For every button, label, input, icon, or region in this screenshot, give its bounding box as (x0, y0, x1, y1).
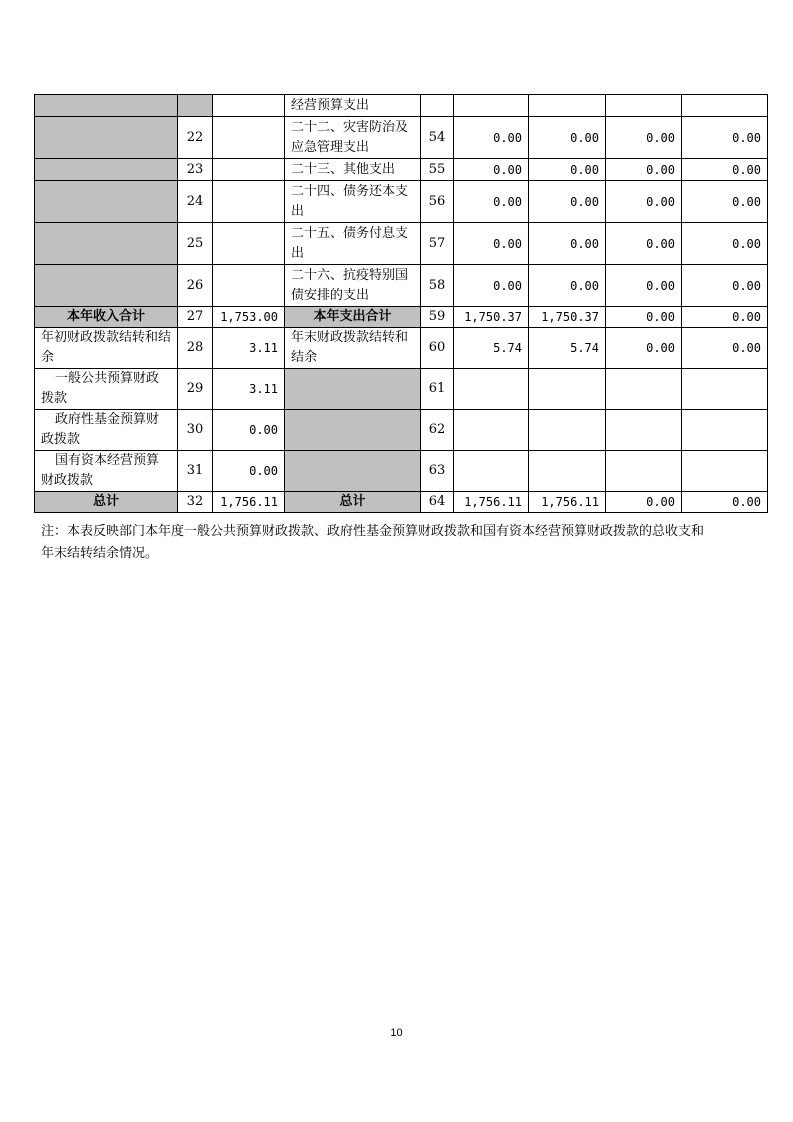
income-row-number: 31 (178, 451, 213, 492)
table-row (35, 159, 768, 181)
expense-amount-total: 1,750.37 (454, 307, 529, 328)
income-row-number: 23 (178, 159, 213, 181)
table-row (35, 410, 768, 451)
table-row (35, 492, 768, 513)
income-amount (213, 159, 285, 181)
income-label-cell: 本年收入合计 (35, 307, 178, 328)
income-amount: 1,753.00 (213, 307, 285, 328)
expense-amount-total (454, 410, 529, 451)
expense-amount-capital (682, 410, 768, 451)
expense-amount-capital: 0.00 (682, 265, 768, 307)
expense-row-number: 56 (421, 181, 454, 223)
income-amount: 3.11 (213, 328, 285, 369)
income-row-number: 28 (178, 328, 213, 369)
income-row-number: 32 (178, 492, 213, 513)
income-label-cell: 年初财政拨款结转和结余 (35, 328, 178, 369)
expense-amount-fund: 0.00 (606, 265, 682, 307)
expense-amount-total (454, 95, 529, 117)
expense-amount-general: 0.00 (529, 181, 606, 223)
expense-label-cell: 总计 (285, 492, 421, 513)
expense-amount-fund: 0.00 (606, 307, 682, 328)
income-amount (213, 265, 285, 307)
expense-row-number: 63 (421, 451, 454, 492)
expense-amount-total: 0.00 (454, 181, 529, 223)
expense-amount-fund (606, 369, 682, 410)
expense-label-cell: 二十三、其他支出 (285, 159, 421, 181)
expense-amount-capital: 0.00 (682, 328, 768, 369)
expense-label-cell (285, 369, 421, 410)
expense-amount-fund: 0.00 (606, 159, 682, 181)
income-row-number: 25 (178, 223, 213, 265)
income-row-number: 30 (178, 410, 213, 451)
expense-amount-fund (606, 95, 682, 117)
expense-amount-total: 1,756.11 (454, 492, 529, 513)
income-amount (213, 223, 285, 265)
expense-amount-general: 0.00 (529, 159, 606, 181)
income-row-number (178, 95, 213, 117)
expense-row-number: 61 (421, 369, 454, 410)
expense-label-cell (285, 410, 421, 451)
income-label-cell: 国有资本经营预算财政拨款 (35, 451, 178, 492)
income-amount: 3.11 (213, 369, 285, 410)
expense-label-cell: 二十五、债务付息支出 (285, 223, 421, 265)
expense-amount-general (529, 410, 606, 451)
income-label-cell (35, 223, 178, 265)
expense-amount-total: 5.74 (454, 328, 529, 369)
income-label-cell (35, 159, 178, 181)
expense-label-cell: 二十六、抗疫特别国债安排的支出 (285, 265, 421, 307)
table-row (35, 369, 768, 410)
expense-label-cell: 经营预算支出 (285, 95, 421, 117)
expense-label-cell: 二十四、债务还本支出 (285, 181, 421, 223)
income-row-number: 22 (178, 117, 213, 159)
expense-label-cell: 年末财政拨款结转和结余 (285, 328, 421, 369)
expense-amount-general (529, 369, 606, 410)
expense-label-cell (285, 451, 421, 492)
income-label-cell: 政府性基金预算财政拨款 (35, 410, 178, 451)
income-amount (213, 117, 285, 159)
expense-amount-general: 1,750.37 (529, 307, 606, 328)
table-row (35, 181, 768, 223)
table-row (35, 265, 768, 307)
expense-label-cell: 本年支出合计 (285, 307, 421, 328)
expense-amount-capital: 0.00 (682, 307, 768, 328)
expense-amount-capital: 0.00 (682, 159, 768, 181)
income-row-number: 27 (178, 307, 213, 328)
expense-amount-general: 0.00 (529, 223, 606, 265)
expense-row-number: 58 (421, 265, 454, 307)
expense-amount-total: 0.00 (454, 117, 529, 159)
expense-amount-fund: 0.00 (606, 223, 682, 265)
income-label-cell (35, 265, 178, 307)
expense-amount-fund: 0.00 (606, 117, 682, 159)
table-row (35, 223, 768, 265)
expense-amount-capital: 0.00 (682, 492, 768, 513)
expense-label-cell: 二十二、灾害防治及应急管理支出 (285, 117, 421, 159)
expense-amount-total (454, 369, 529, 410)
expense-row-number: 57 (421, 223, 454, 265)
income-row-number: 29 (178, 369, 213, 410)
expense-row-number: 62 (421, 410, 454, 451)
income-amount (213, 181, 285, 223)
expense-row-number: 55 (421, 159, 454, 181)
expense-amount-total (454, 451, 529, 492)
expense-amount-general (529, 95, 606, 117)
expense-amount-general: 5.74 (529, 328, 606, 369)
expense-amount-fund: 0.00 (606, 181, 682, 223)
expense-amount-capital (682, 369, 768, 410)
expense-amount-capital: 0.00 (682, 117, 768, 159)
expense-row-number: 54 (421, 117, 454, 159)
income-row-number: 26 (178, 265, 213, 307)
page-number: 10 (390, 1027, 403, 1039)
expense-amount-capital: 0.00 (682, 181, 768, 223)
table-row (35, 95, 768, 117)
income-label-cell (35, 117, 178, 159)
expense-row-number: 59 (421, 307, 454, 328)
expense-amount-fund (606, 451, 682, 492)
table-row (35, 307, 768, 328)
expense-amount-capital (682, 95, 768, 117)
expense-amount-capital (682, 451, 768, 492)
table-row (35, 451, 768, 492)
expense-amount-fund: 0.00 (606, 328, 682, 369)
table-row (35, 328, 768, 369)
expense-amount-total: 0.00 (454, 223, 529, 265)
table-footnote: 注：本表反映部门本年度一般公共预算财政拨款、政府性基金预算财政拨款和国有资本经营预算财政拨款的总收支和年末结转结余情况。 (41, 524, 705, 561)
expense-amount-general: 1,756.11 (529, 492, 606, 513)
expense-amount-capital: 0.00 (682, 223, 768, 265)
expense-row-number: 64 (421, 492, 454, 513)
income-amount: 0.00 (213, 410, 285, 451)
income-row-number: 24 (178, 181, 213, 223)
table-row (35, 117, 768, 159)
expense-amount-total: 0.00 (454, 159, 529, 181)
expense-amount-fund: 0.00 (606, 492, 682, 513)
income-label-cell (35, 95, 178, 117)
expense-amount-general (529, 451, 606, 492)
expense-amount-general: 0.00 (529, 117, 606, 159)
expense-amount-total: 0.00 (454, 265, 529, 307)
income-amount: 1,756.11 (213, 492, 285, 513)
budget-table (34, 94, 768, 513)
expense-row-number: 60 (421, 328, 454, 369)
income-label-cell: 总计 (35, 492, 178, 513)
income-amount (213, 95, 285, 117)
expense-amount-general: 0.00 (529, 265, 606, 307)
income-label-cell (35, 181, 178, 223)
income-label-cell: 一般公共预算财政拨款 (35, 369, 178, 410)
expense-row-number (421, 95, 454, 117)
expense-amount-fund (606, 410, 682, 451)
income-amount: 0.00 (213, 451, 285, 492)
